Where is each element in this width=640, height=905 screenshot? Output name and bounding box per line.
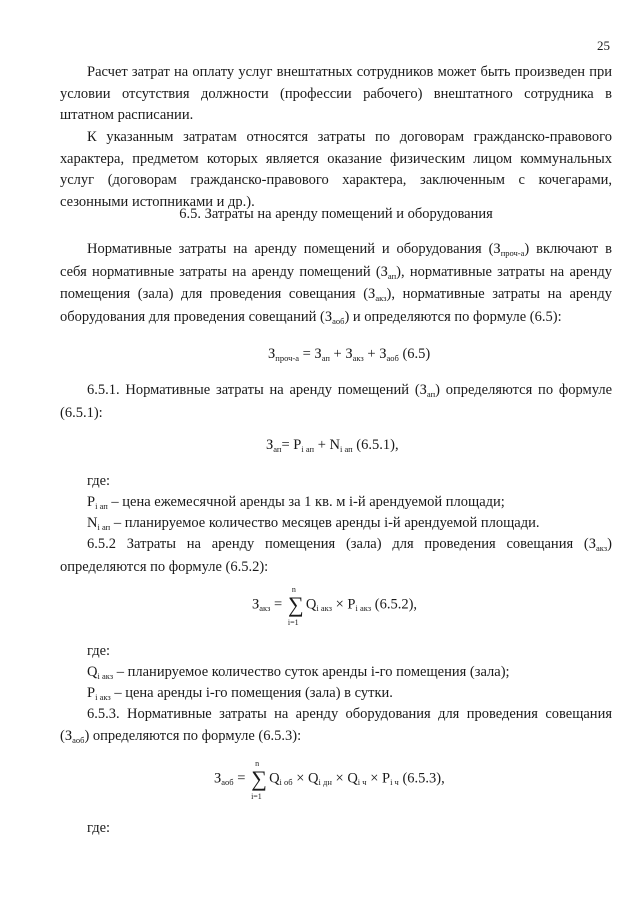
formula-6-5: $З_{проч-а} = З_{ап} + З_{акз} + З_{аоб}$ (6.5) <box>268 346 431 363</box>
paragraph-6-5-1: 6.5.1. Нормативные затраты на аренду помещений $(З_{ап})$ определяются по формуле (6.5.1): <box>60 382 612 421</box>
summation-sign: n ∑ i=1 <box>287 585 304 627</box>
definition-p-i-akz: $P_{i акз}$ – цена аренды i-го помещения (зала) в сутки. <box>87 685 393 702</box>
where-label-2: где: <box>87 643 111 659</box>
summation-sign: n ∑ i=1 <box>251 759 267 801</box>
section-heading: 6.5. Затраты на аренду помещений и оборудования <box>179 206 493 222</box>
formula-6-5-1: $З_{ап}= P_{i ап} + N_{i ап}$ (6.5.1), <box>266 437 399 454</box>
paragraph-6-5-2: 6.5.2 Затраты на аренду помещения (зала) для проведения совещания $(З_{акз})$ определяются по формуле (6.5.2): <box>60 536 612 575</box>
where-label-1: где: <box>87 473 111 489</box>
paragraph-rental-intro: Нормативные затраты на аренду помещений и оборудования $(З_{проч-а})$ включают в себя нормативные затраты на аренду помещений $(З_{ап})$, нормативные затраты на аренду помещения (зала) для проведения совещания $(З_{акз})$, нормативные затраты на аренду оборудования для проведения совещаний $(З_{аоб})$ и определяются по формуле (6.5): <box>60 241 612 326</box>
paragraph-freelance-costs: Расчет затрат на оплату услуг внештатных сотрудников может быть произведен при условии отсутствия должности (профессии рабочего) внештатного сотрудника в штатном расписании. <box>60 64 612 123</box>
definition-n-i-ap: $N_{i ап}$ – планируемое количество месяцев аренды i-й арендуемой площади. <box>87 515 540 532</box>
paragraph-6-5-3: 6.5.3. Нормативные затраты на аренду оборудования для проведения совещания $(З_{аоб})$ определяются по формуле (6.5.3): <box>60 706 612 745</box>
formula-6-5-2: $З_{акз}$ = n ∑ i=1 $Q_{i акз} \times P_{i акз}$ (6.5.2), <box>252 585 418 627</box>
definition-p-i-ap: $P_{i ап}$ – цена ежемесячной аренды за 1 кв. м i-й арендуемой площади; <box>87 494 505 511</box>
paragraph-civil-contracts: К указанным затратам относятся затраты по договорам гражданско-правового характера, предметом которых является оказание физическим лицом коммунальных услуг (договорам гражданско-правового характера, заключенным с кочегарами, сезонными истопниками и др.). <box>60 129 612 210</box>
definition-q-i-akz: $Q_{i акз}$ – планируемое количество суток аренды i-го помещения (зала); <box>87 664 510 681</box>
formula-6-5-3: $З_{аоб}$ = n ∑ i=1 $Q_{i об} \times Q_{i дн} \times Q_{i ч} \times P_{i ч}$ (6.5.3), <box>214 759 445 801</box>
where-label-3: где: <box>87 820 111 836</box>
page-number: 25 <box>597 38 610 53</box>
